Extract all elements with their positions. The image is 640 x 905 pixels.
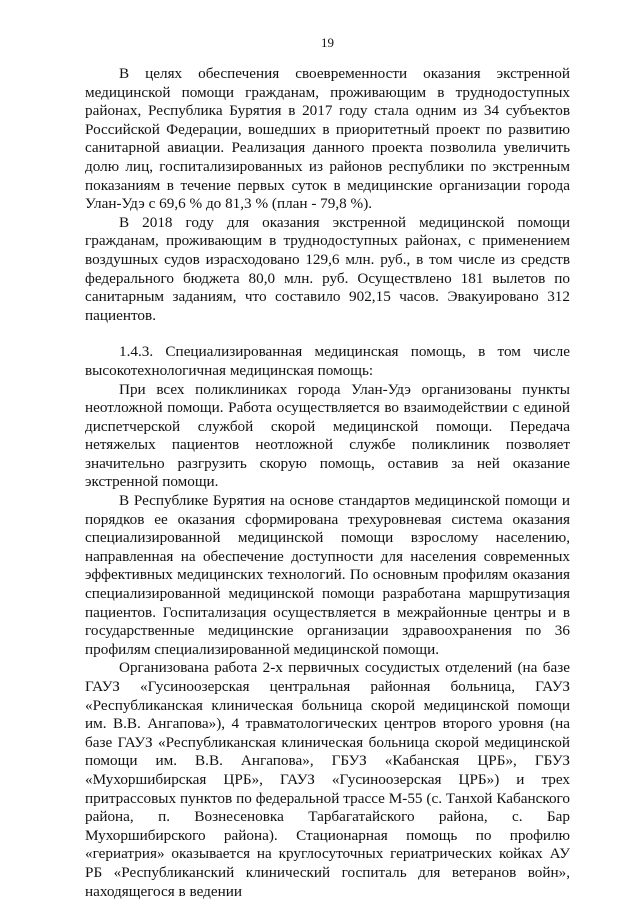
paragraph-sanitary-aviation-2018: В 2018 году для оказания экстренной медицинской помощи гражданам, проживающим в труднодоступных районах, с применением воздушных судов израсходовано 129,6 млн. руб., в том числе из средств федерального бюджета 80,0 млн. руб. Осуществлено 181 вылетов по санитарным заданиям, что составило 902,15 часов. Эвакуировано 312 пациентов. [85,213,570,324]
section-spacer [85,325,570,343]
paragraph-vascular-departments: Организована работа 2-х первичных сосудистых отделений (на базе ГАУЗ «Гусиноозерская центральная районная больница, ГАУЗ «Республиканская клиническая больница скорой медицинской помощи им. В.В. Ангапова»), 4 травматологических центров второго уровня (на базе ГАУЗ «Республиканская клиническая больница скорой медицинской помощи им. В.В. Ангапова», ГБУЗ «Кабанская ЦРБ», ГБУЗ «Мухоршибирская ЦРБ», ГАУЗ «Гусиноозерская ЦРБ») и трех притрассовых пунктов по федеральной трассе М-55 (с. Танхой Кабанского района, п. Вознесеновка Тарбагатайского района, с. Бар Мухоршибирского района). Стационарная помощь по профилю «гериатрия» оказывается на круглосуточных гериатрических койках АУ РБ «Республиканский клинический госпиталь для ветеранов войн», находящегося в ведении [85,659,570,900]
paragraph-three-level-system: В Республике Бурятия на основе стандартов медицинской помощи и порядков ее оказания сформирована трехуровневая система оказания специализированной медицинской помощи взрослому населению, направленная на обеспечение доступности для населения современных эффективных медицинских технологий. По основным профилям оказания специализированной медицинской помощи разработана маршрутизация пациентов. Госпитализация осуществляется в межрайонные центры и в государственные медицинские организации здравоохранения по 36 профилям специализированной медицинской помощи. [85,492,570,658]
paragraph-emergency-points: При всех поликлиниках города Улан-Удэ организованы пункты неотложной помощи. Работа осуществляется во взаимодействии с единой диспетчерской службой скорой медицинской помощи. Передача нетяжелых пациентов неотложной службе поликлиник позволяет значительно разгрузить скорую помощь, оставив за ней оказание экстренной помощи. [85,380,570,491]
paragraph-sanitary-aviation-2017: В целях обеспечения своевременности оказания экстренной медицинской помощи гражданам, проживающим в труднодоступных районах, Республика Бурятия в 2017 году стала одним из 34 субъектов Российской Федерации, вошедших в приоритетный проект по развитию санитарной авиации. Реализация данного проекта позволила увеличить долю лиц, госпитализированных из районов республики по экстренным показаниям в течение первых суток в медицинские организации города Улан-Удэ с 69,6 % до 81,3 % (план - 79,8 %). [85,65,570,213]
section-heading-1-4-3: 1.4.3. Специализированная медицинская помощь, в том числе высокотехнологичная медицинская помощь: [85,343,570,379]
page-number: 19 [321,35,334,50]
